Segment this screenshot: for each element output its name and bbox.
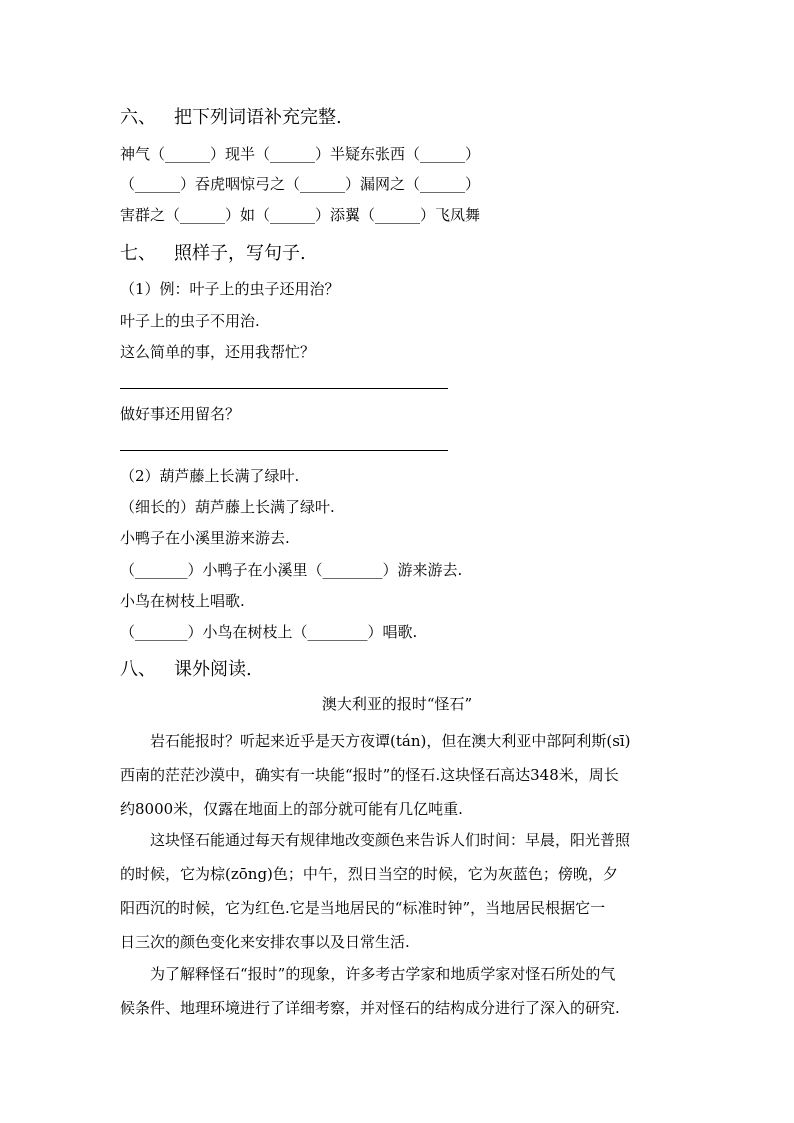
example-label: （1）例：叶子上的虫子还用治？ [120, 280, 340, 298]
paragraph-line: 西南的茫茫沙漠中，确实有一块能“报时”的怪石.这块怪石高达348米，周长 [120, 766, 619, 784]
section-7-heading [120, 242, 306, 266]
article-paragraph-3 [120, 964, 680, 1032]
paragraph-line: 的时候，它为棕(zōng)色；中午，烈日当空的时候，它为灰蓝色；傍晚，夕 [120, 865, 618, 883]
fill-line: （_______）小鸭子在小溪里（________）游来游去. [120, 561, 463, 579]
section-title: 课外阅读. [174, 659, 252, 680]
section-title: 把下列词语补充完整. [174, 107, 342, 128]
fill-line: （_______）小鸟在树枝上（________）唱歌. [120, 623, 418, 641]
example-label: （2）葫芦藤上长满了绿叶. [120, 467, 300, 485]
paragraph-line: 阳西沉的时候，它为红色.它是当地居民的“标准时钟”，当地居民根据它一 [120, 899, 606, 917]
paragraph-line: 日三次的颜色变化来安排农事以及日常生活. [120, 933, 410, 951]
question: 小鸟在树枝上唱歌. [120, 592, 245, 610]
question: 小鸭子在小溪里游来游去. [120, 529, 290, 547]
article-paragraph-2 [120, 830, 680, 966]
paragraph-line: 候条件、地理环境进行了详细考察，并对怪石的结构成分进行了深入的研究. [120, 999, 620, 1017]
answer-line [120, 388, 448, 389]
section-6-heading [120, 106, 342, 130]
section-title: 照样子，写句子. [174, 243, 306, 264]
paragraph-line: 岩石能报时？听起来近乎是天方夜谭(tán)，但在澳大利亚中部阿利斯(sī) [150, 732, 631, 750]
paragraph-line: 这块怪石能通过每天有规律地改变颜色来告诉人们时间：早晨，阳光普照 [150, 831, 631, 849]
fill-line: 神气（______）现半（______）半疑东张西（______） [120, 145, 481, 163]
paragraph-line: 约8000米，仅露在地面上的部分就可能有几亿吨重. [120, 800, 463, 818]
example-answer: （细长的）葫芦藤上长满了绿叶. [120, 498, 335, 516]
answer-line [120, 450, 448, 451]
fill-line: （______）吞虎咽惊弓之（______）漏网之（______） [120, 175, 481, 193]
question: 这么简单的事，还用我帮忙？ [120, 343, 316, 361]
section-8-heading [120, 658, 252, 682]
section-number: 七、 [120, 243, 156, 264]
section-number: 八、 [120, 659, 156, 680]
fill-line: 害群之（______）如（______）添翼（______）飞凤舞 [120, 206, 481, 224]
article-paragraph-1 [120, 731, 680, 833]
paragraph-line: 为了解释怪石“报时”的现象，许多考古学家和地质学家对怪石所处的气 [150, 965, 616, 983]
article-title: 澳大利亚的报时“怪石” [321, 695, 473, 713]
section-number: 六、 [120, 107, 156, 128]
question: 做好事还用留名？ [120, 405, 241, 423]
example-answer: 叶子上的虫子不用治. [120, 312, 260, 330]
